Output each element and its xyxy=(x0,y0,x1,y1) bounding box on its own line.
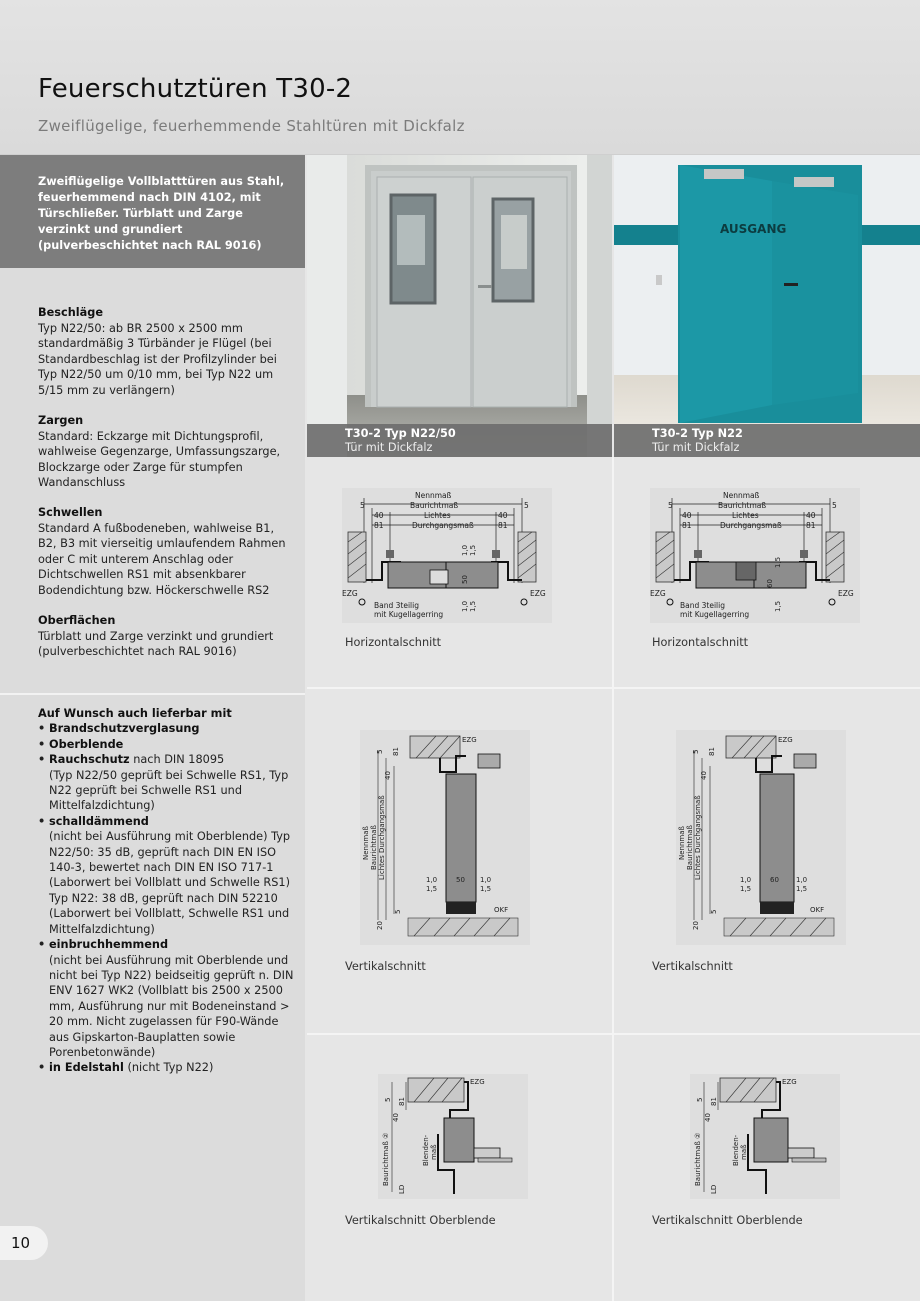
svg-text:1,5: 1,5 xyxy=(426,885,438,893)
svg-text:1,0: 1,0 xyxy=(740,876,752,884)
svg-text:LD: LD xyxy=(710,1184,718,1194)
photo-caption xyxy=(307,424,612,457)
caption-title: T30-2 Typ N22 xyxy=(652,427,743,440)
svg-text:Baurichtmaß ②: Baurichtmaß ② xyxy=(694,1132,702,1186)
svg-text:81: 81 xyxy=(682,521,692,530)
svg-text:Blenden-: Blenden- xyxy=(422,1134,430,1166)
section-zargen xyxy=(38,413,293,491)
svg-text:OKF: OKF xyxy=(494,906,509,914)
svg-text:Durchgangsmaß: Durchgangsmaß xyxy=(412,521,474,530)
svg-text:LD: LD xyxy=(398,1184,406,1194)
svg-text:81: 81 xyxy=(398,1097,406,1106)
list-item: • Brandschutzverglasung xyxy=(38,721,298,736)
svg-text:mit Kugellagerring: mit Kugellagerring xyxy=(680,610,750,619)
svg-text:Band 3teilig: Band 3teilig xyxy=(374,601,419,610)
svg-text:1,0: 1,0 xyxy=(461,600,469,612)
svg-text:5: 5 xyxy=(696,1097,704,1102)
svg-text:5: 5 xyxy=(692,749,700,754)
svg-text:Lichtes: Lichtes xyxy=(424,511,451,520)
svg-text:EZG: EZG xyxy=(782,1078,797,1086)
list-item: • Rauchschutz nach DIN 18095 (Typ N22/50 geprüft bei Schwelle RS1, Typ N22 geprüft bei Schwelle RS1 und Mittelfalzdichtung) xyxy=(38,752,298,814)
svg-text:mit Kugellagerring: mit Kugellagerring xyxy=(374,610,444,619)
svg-text:OKF: OKF xyxy=(810,906,825,914)
diagram-oberblende-n22 xyxy=(690,1074,840,1199)
svg-text:Nennmaß: Nennmaß xyxy=(415,491,452,500)
svg-text:20: 20 xyxy=(692,921,700,930)
svg-text:81: 81 xyxy=(708,747,716,756)
svg-text:81: 81 xyxy=(392,747,400,756)
diagram-horizontal-n22 xyxy=(650,488,860,623)
svg-text:40: 40 xyxy=(704,1113,712,1122)
diagram-label: Vertikalschnitt Oberblende xyxy=(345,1214,496,1227)
svg-text:1,5: 1,5 xyxy=(796,885,808,893)
svg-text:60: 60 xyxy=(766,579,774,588)
list-item: • Oberblende xyxy=(38,737,298,752)
svg-text:5: 5 xyxy=(394,909,402,914)
section-text: Standard: Eckzarge mit Dichtungsprofil, wahlweise Gegenzarge, Umfassungszarge, Blockzarge oder Zarge für stumpfen Wandanschluss xyxy=(38,429,281,489)
svg-text:81: 81 xyxy=(710,1097,718,1106)
intro-box xyxy=(0,155,305,268)
svg-text:Lichtes: Lichtes xyxy=(732,511,759,520)
diagram-horizontal-n22-50 xyxy=(342,488,552,623)
svg-text:1,0: 1,0 xyxy=(796,876,808,884)
svg-text:5: 5 xyxy=(384,1097,392,1102)
svg-text:1,0: 1,0 xyxy=(480,876,492,884)
left-column xyxy=(0,155,305,1301)
svg-text:40: 40 xyxy=(682,511,692,520)
svg-text:1,5: 1,5 xyxy=(774,556,782,568)
svg-text:40: 40 xyxy=(384,771,392,780)
door-sign: AUSGANG xyxy=(720,222,787,236)
svg-text:EZG: EZG xyxy=(462,736,477,744)
intro-text: Zweiflügelige Vollblatttüren aus Stahl, feuerhemmend nach DIN 4102, mit Türschließer. Türblatt und Zarge verzinkt und grundiert (pulverbeschichtet nach RAL 9016) xyxy=(38,175,285,252)
svg-text:Nennmaß: Nennmaß xyxy=(723,491,760,500)
svg-text:81: 81 xyxy=(806,521,816,530)
section-beschlaege xyxy=(38,305,293,398)
svg-text:81: 81 xyxy=(374,521,384,530)
svg-text:Baurichtmaß: Baurichtmaß xyxy=(718,501,767,510)
svg-text:Lichtes Durchgangsmaß: Lichtes Durchgangsmaß xyxy=(694,795,702,880)
svg-text:Lichtes Durchgangsmaß: Lichtes Durchgangsmaß xyxy=(378,795,386,880)
svg-text:EZG: EZG xyxy=(838,589,854,598)
svg-text:EZG: EZG xyxy=(342,589,358,598)
svg-text:1,0: 1,0 xyxy=(426,876,438,884)
svg-text:40: 40 xyxy=(498,511,508,520)
diagram-label: Horizontalschnitt xyxy=(652,636,749,649)
svg-text:1,5: 1,5 xyxy=(480,885,492,893)
svg-text:Nennmaß: Nennmaß xyxy=(678,826,686,860)
svg-text:Baurichtmaß: Baurichtmaß xyxy=(686,825,694,870)
section-text: Typ N22/50: ab BR 2500 x 2500 mm standardmäßig 3 Türbänder je Flügel (bei Standardbeschlag ist der Profilzylinder bei Typ N22/50 um 0/10 mm, bei Typ N22 um 5/15 mm zu verlängern) xyxy=(38,321,277,397)
svg-text:50: 50 xyxy=(456,876,465,884)
page-number: 10 xyxy=(0,1226,48,1260)
svg-text:EZG: EZG xyxy=(530,589,546,598)
page-title: Feuerschutztüren T30-2 xyxy=(38,74,353,104)
svg-text:5: 5 xyxy=(668,501,673,510)
svg-text:81: 81 xyxy=(498,521,508,530)
caption-subtitle: Tür mit Dickfalz xyxy=(652,441,740,454)
section-schwellen xyxy=(38,505,293,598)
svg-text:Nennmaß: Nennmaß xyxy=(362,826,370,860)
section-title: Oberflächen xyxy=(38,614,116,627)
svg-text:1,5: 1,5 xyxy=(469,600,477,612)
options-heading: Auf Wunsch auch lieferbar mit xyxy=(38,707,232,720)
section-oberflaechen xyxy=(38,613,293,660)
diagram-label: Vertikalschnitt xyxy=(345,960,426,973)
svg-text:5: 5 xyxy=(832,501,837,510)
svg-text:40: 40 xyxy=(374,511,384,520)
photo-caption xyxy=(614,424,920,457)
svg-text:60: 60 xyxy=(770,876,779,884)
diagram-label: Vertikalschnitt Oberblende xyxy=(652,1214,803,1227)
caption-subtitle: Tür mit Dickfalz xyxy=(345,441,433,454)
diagram-vertical-n22 xyxy=(676,730,846,945)
section-title: Beschläge xyxy=(38,306,103,319)
list-item: • schalldämmend (nicht bei Ausführung mit Oberblende) Typ N22/50: 35 dB, geprüft nach DIN EN ISO 140-3, bewertet nach DIN EN ISO 717-1 (Laborwert bei Vollblatt und Schwelle RS1) Typ N22: 38 dB, geprüft nach DIN 52210 (Laborwert bei Vollblatt, Schwelle RS1 und Mittelfalzdichtung) xyxy=(38,814,298,937)
section-text: Standard A fußbodeneben, wahlweise B1, B2, B3 mit vierseitig umlaufendem Rahmen oder C mit unterem Anschlag oder Dichtschwellen RS1 mit absenkbarer Bodendichtung bzw. Höckerschwelle RS2 xyxy=(38,521,286,597)
svg-text:Durchgangsmaß: Durchgangsmaß xyxy=(720,521,782,530)
svg-text:40: 40 xyxy=(806,511,816,520)
options-list xyxy=(38,706,298,1076)
svg-text:40: 40 xyxy=(700,771,708,780)
svg-text:Baurichtmaß: Baurichtmaß xyxy=(370,825,378,870)
svg-text:5: 5 xyxy=(710,909,718,914)
svg-text:20: 20 xyxy=(376,921,384,930)
divider xyxy=(0,693,305,695)
diagram-vertical-n22-50 xyxy=(360,730,530,945)
section-title: Zargen xyxy=(38,414,84,427)
svg-text:1,5: 1,5 xyxy=(740,885,752,893)
svg-text:1,0: 1,0 xyxy=(461,544,469,556)
svg-text:Baurichtmaß: Baurichtmaß xyxy=(410,501,459,510)
caption-title: T30-2 Typ N22/50 xyxy=(345,427,456,440)
section-text: Türblatt und Zarge verzinkt und grundiert (pulverbeschichtet nach RAL 9016) xyxy=(38,629,274,658)
divider xyxy=(612,457,614,1301)
svg-text:40: 40 xyxy=(392,1113,400,1122)
page-header xyxy=(0,0,920,155)
svg-text:5: 5 xyxy=(376,749,384,754)
svg-text:maß: maß xyxy=(740,1144,748,1160)
diagram-oberblende-n22-50 xyxy=(378,1074,528,1199)
door-illustration-grey xyxy=(307,155,612,457)
svg-text:5: 5 xyxy=(360,501,365,510)
photo-door-n22-50 xyxy=(307,155,612,457)
svg-text:5: 5 xyxy=(524,501,529,510)
section-title: Schwellen xyxy=(38,506,103,519)
svg-text:EZG: EZG xyxy=(778,736,793,744)
svg-text:1,5: 1,5 xyxy=(774,600,782,612)
svg-text:maß: maß xyxy=(430,1144,438,1160)
svg-text:50: 50 xyxy=(461,575,469,584)
svg-text:EZG: EZG xyxy=(650,589,666,598)
diagram-label: Vertikalschnitt xyxy=(652,960,733,973)
svg-text:EZG: EZG xyxy=(470,1078,485,1086)
list-item: • einbruchhemmend (nicht bei Ausführung mit Oberblende und nicht bei Typ N22) beidseitig geprüft n. DIN ENV 1627 WK2 (Vollblatt bis 2500 x 2500 mm, Ausführung nur mit Bodeneinstand > 20 mm. Nicht zugelassen für F90-Wände aus Gipskarton-Bauplatten sowie Porenbetonwände) xyxy=(38,937,298,1060)
svg-text:Baurichtmaß ②: Baurichtmaß ② xyxy=(382,1132,390,1186)
svg-text:Band 3teilig: Band 3teilig xyxy=(680,601,725,610)
list-item: • in Edelstahl (nicht Typ N22) xyxy=(38,1060,298,1075)
photo-door-n22 xyxy=(614,155,920,457)
diagram-label: Horizontalschnitt xyxy=(345,636,442,649)
svg-text:1,5: 1,5 xyxy=(469,544,477,556)
door-illustration-teal xyxy=(614,155,920,457)
svg-text:Blenden-: Blenden- xyxy=(732,1134,740,1166)
page-subtitle: Zweiflügelige, feuerhemmende Stahltüren mit Dickfalz xyxy=(38,117,465,135)
